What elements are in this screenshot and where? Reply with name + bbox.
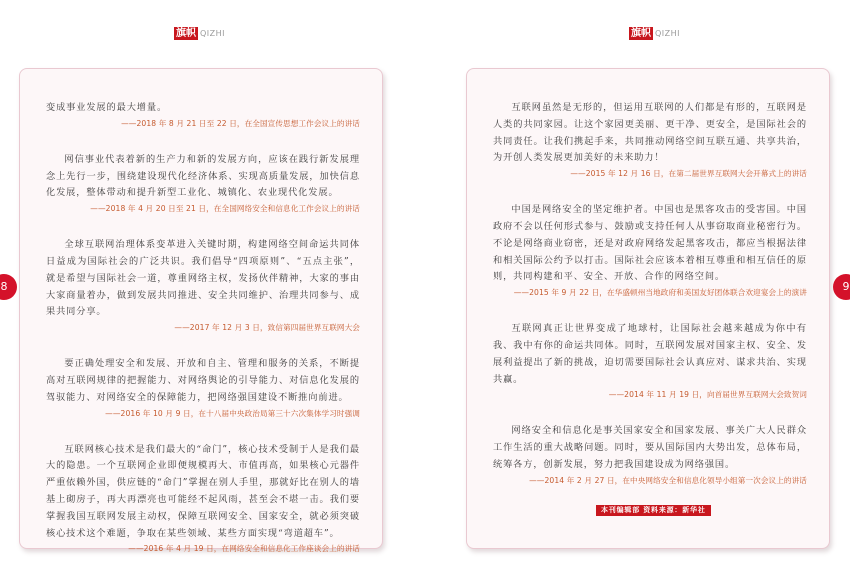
quote-text: 网络安全和信息化是事关国家安全和国家发展、事关广大人民群众工作生活的重大战略问题。同时，要从国际国内大势出发，总体布局，统筹各方，创新发展，努力把我国建设成为网络强国。 (493, 425, 807, 470)
quote-source: ——2015 年 12 月 16 日，在第二届世界互联网大会开幕式上的讲话 (570, 169, 807, 179)
page-number-right: 9 (833, 274, 850, 300)
quote-text: 互联网核心技术是我们最大的“命门”，核心技术受制于人是我们最大的隐患。一个互联网企业即便规模再大、市值再高，如果核心元器件严重依赖外国，供应链的“命门”掌握在别人手里，那就好比在别人的墙基上砌房子，再大再漂亮也可能经不起风雨，甚至会不堪一击。我们要掌握我国互联网发展主动权，保障互联网安全、国家安全，就必须突破核心技术这个难题，争取在某些领域、某些方面实现“弯道超车”。 (46, 443, 360, 539)
credit-label: 本刊编辑部 资料来源：新华社 (596, 505, 711, 516)
quote-source: ——2015 年 9 月 22 日，在华盛顿州当地政府和美国友好团体联合欢迎宴会上的演讲 (513, 288, 807, 298)
quote-source: ——2016 年 4 月 19 日，在网络安全和信息化工作座谈会上的讲话 (128, 544, 360, 554)
quote-text: 中国是网络安全的坚定维护者。中国也是黑客攻击的受害国。中国政府不会以任何形式参与、鼓励或支持任何人从事窃取商业秘密行为。不论是网络商业窃密，还是对政府网络发起黑客攻击，都应当根据法律和相关国际公约予以打击。国际社会应该本着相互尊重和相互信任的原则，共同构建和平、安全、开放、合作的网络空间。 (493, 204, 807, 283)
quote-source: ——2018 年 8 月 21 日至 22 日，在全国宣传思想工作会议上的讲话 (121, 118, 360, 128)
quote-source: ——2017 年 12 月 3 日，致信第四届世界互联网大会 (174, 323, 360, 333)
header-logo-right (629, 26, 680, 40)
page-number-left: 8 (0, 274, 17, 300)
quote-text: 变成事业发展的最大增量。 (46, 102, 168, 113)
logo-sub: QIZHI (655, 28, 681, 38)
quote-text: 互联网真正让世界变成了地球村，让国际社会越来越成为你中有我、我中有你的命运共同体。同时，互联网发展对国家主权、安全、发展利益提出了新的挑战，迫切需要国际社会认真应对、谋求共治、实现共赢。 (493, 323, 807, 385)
quote-source: ——2014 年 2 月 27 日，在中央网络安全和信息化领导小组第一次会议上的讲话 (529, 475, 807, 485)
header-logo-left (174, 26, 225, 40)
right-page (466, 68, 830, 549)
left-page (19, 68, 383, 554)
logo-mark: 旗帜 (631, 27, 651, 39)
right-page-content (493, 100, 807, 509)
quote-source: ——2016 年 10 月 9 日，在十八届中央政治局第三十六次集体学习时强调 (105, 408, 360, 418)
logo-sub: QIZHI (200, 28, 226, 38)
quote-source: ——2014 年 11 月 19 日，向首届世界互联网大会致贺词 (608, 390, 807, 400)
quote-text: 互联网虽然是无形的，但运用互联网的人们都是有形的，互联网是人类的共同家园。让这个家园更美丽、更干净、更安全，是国际社会的共同责任。让我们携起手来，共同推动网络空间互联互通、共享共治，为开创人类发展更加美好的未来助力！ (493, 102, 807, 164)
left-page-content (46, 100, 360, 577)
quote-text: 要正确处理安全和发展、开放和自主、管理和服务的关系，不断提高对互联网规律的把握能力、对网络舆论的引导能力、对信息化发展的驾驭能力、对网络安全的保障能力，把网络强国建设不断推向前进。 (46, 358, 360, 403)
quote-source: ——2018 年 4 月 20 日至 21 日，在全国网络安全和信息化工作会议上的讲话 (90, 204, 360, 214)
quote-text: 网信事业代表着新的生产力和新的发展方向，应该在践行新发展理念上先行一步，围绕建设现代化经济体系、实现高质量发展，加快信息化发展，整体带动和提升新型工业化、城镇化、农业现代化发展。 (46, 153, 360, 199)
quote-text: 全球互联网治理体系变革进入关键时期，构建网络空间命运共同体日益成为国际社会的广泛共识。我们倡导“四项原则”、“五点主张”，就是希望与国际社会一道，尊重网络主权，发扬伙伴精神，大家的事由大家商量着办，做到发展共同推进、安全共同维护、治理共同参与、成果共同分享。 (46, 239, 360, 318)
logo-mark: 旗帜 (176, 27, 196, 39)
